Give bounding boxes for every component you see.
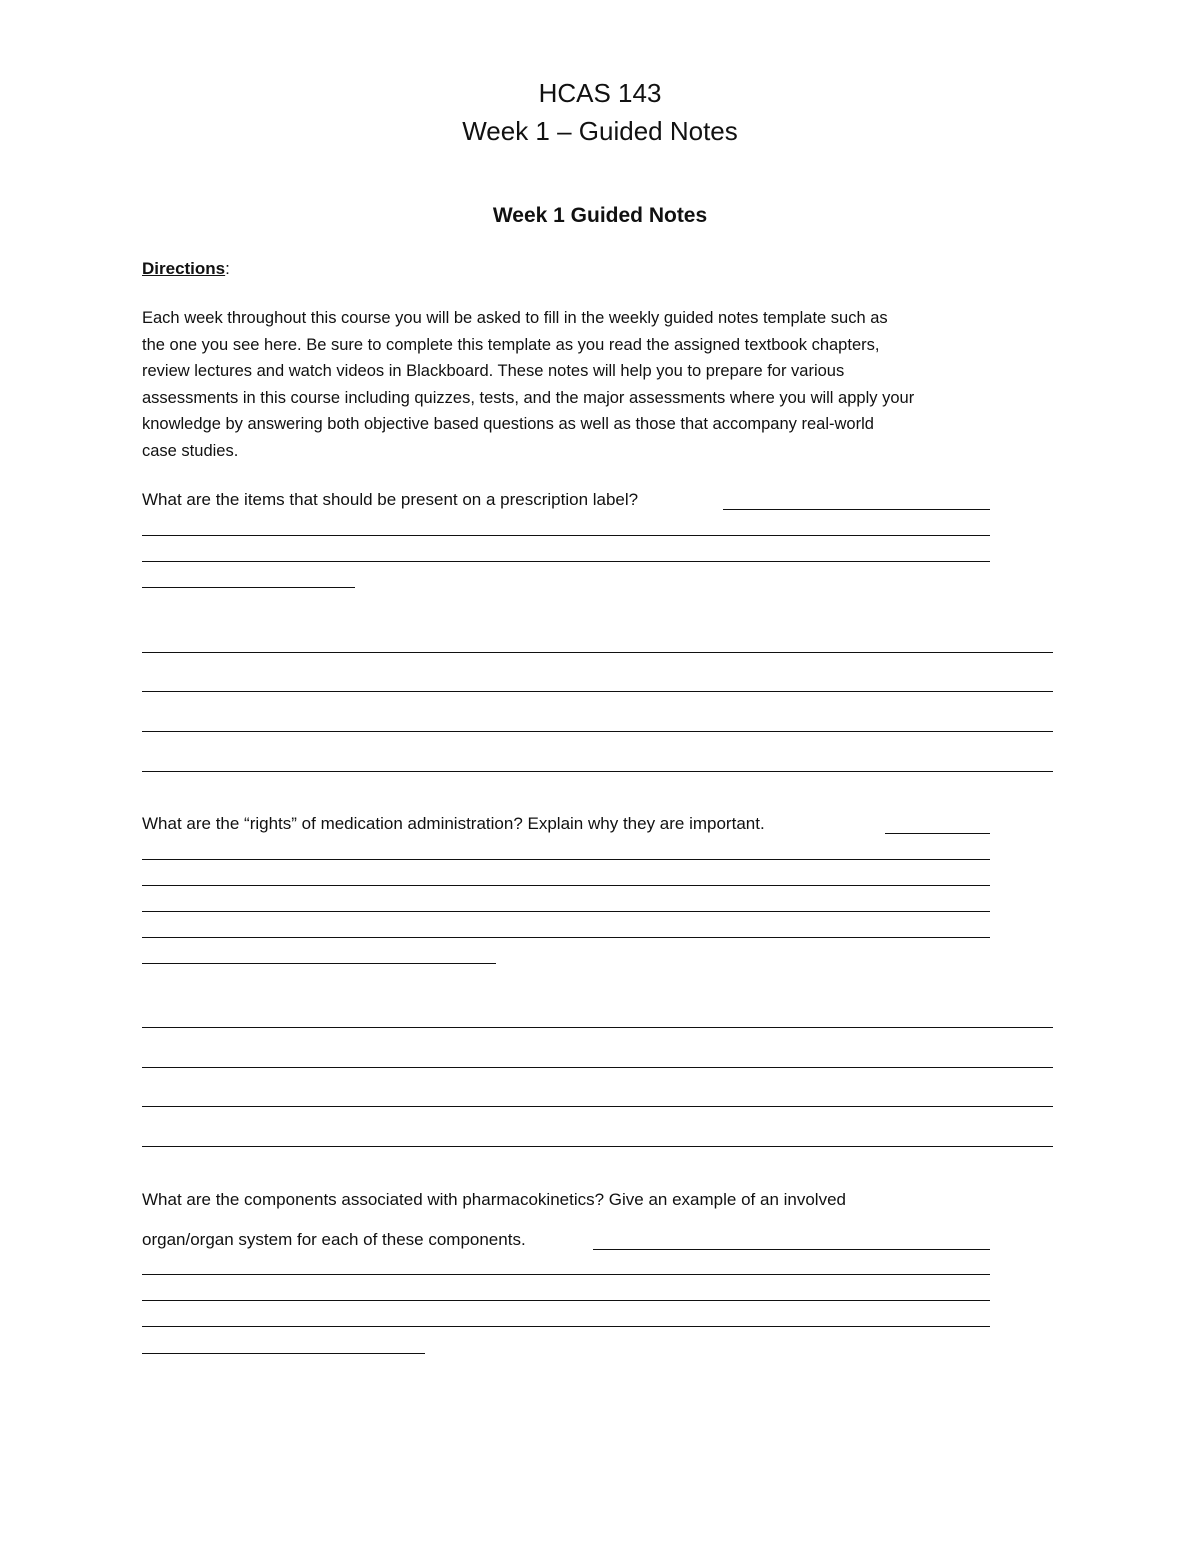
directions-paragraph (142, 305, 1057, 464)
answer-line[interactable] (142, 859, 990, 860)
directions-line: assessments in this course including quizzes, tests, and the major assessments where you will apply your (142, 388, 915, 407)
section-heading: Week 1 Guided Notes (492, 204, 708, 227)
directions-line: case studies. (142, 441, 239, 460)
directions-label-text: Directions (142, 259, 226, 278)
question-2-prompt: What are the “rights” of medication administration? Explain why they are important. (142, 814, 765, 833)
answer-line[interactable] (142, 1146, 1053, 1147)
answer-line[interactable] (142, 561, 990, 562)
directions-line: knowledge by answering both objective based questions as well as those that accompany real-world (142, 415, 874, 433)
question-3-prompt-line-2: organ/organ system for each of these components. (142, 1230, 526, 1249)
answer-line[interactable] (723, 509, 990, 510)
answer-line[interactable] (142, 652, 1053, 653)
answer-line[interactable] (142, 691, 1053, 692)
answer-line[interactable] (142, 1300, 990, 1301)
answer-line[interactable] (142, 771, 1053, 772)
answer-line[interactable] (142, 1067, 1053, 1068)
directions-line: review lectures and watch videos in Blackboard. These notes will help you to prepare for various (142, 362, 845, 380)
course-title: HCAS 143 (538, 78, 662, 108)
answer-line[interactable] (142, 587, 355, 588)
directions-line: the one you see here. Be sure to complete this template as you read the assigned textbook chapters, (142, 335, 880, 354)
answer-line[interactable] (142, 1274, 990, 1275)
answer-line[interactable] (142, 535, 990, 536)
directions-line: Each week throughout this course you will be asked to fill in the weekly guided notes template such as (142, 309, 888, 327)
answer-line[interactable] (142, 885, 990, 886)
answer-line[interactable] (142, 911, 990, 912)
answer-line[interactable] (142, 1353, 425, 1354)
answer-line[interactable] (142, 1326, 990, 1327)
directions-colon: : (225, 259, 230, 278)
answer-line[interactable] (142, 1106, 1053, 1107)
question-1-prompt: What are the items that should be present on a prescription label? (142, 490, 639, 509)
answer-line[interactable] (593, 1249, 990, 1250)
answer-line[interactable] (142, 1027, 1053, 1028)
answer-line[interactable] (142, 731, 1053, 732)
question-3-prompt-line-1: What are the components associated with pharmacokinetics? Give an example of an involved (142, 1190, 846, 1209)
answer-line[interactable] (885, 833, 990, 834)
answer-line[interactable] (142, 963, 496, 964)
answer-line[interactable] (142, 937, 990, 938)
page-subtitle: Week 1 – Guided Notes (462, 116, 738, 146)
directions-label (142, 258, 230, 280)
